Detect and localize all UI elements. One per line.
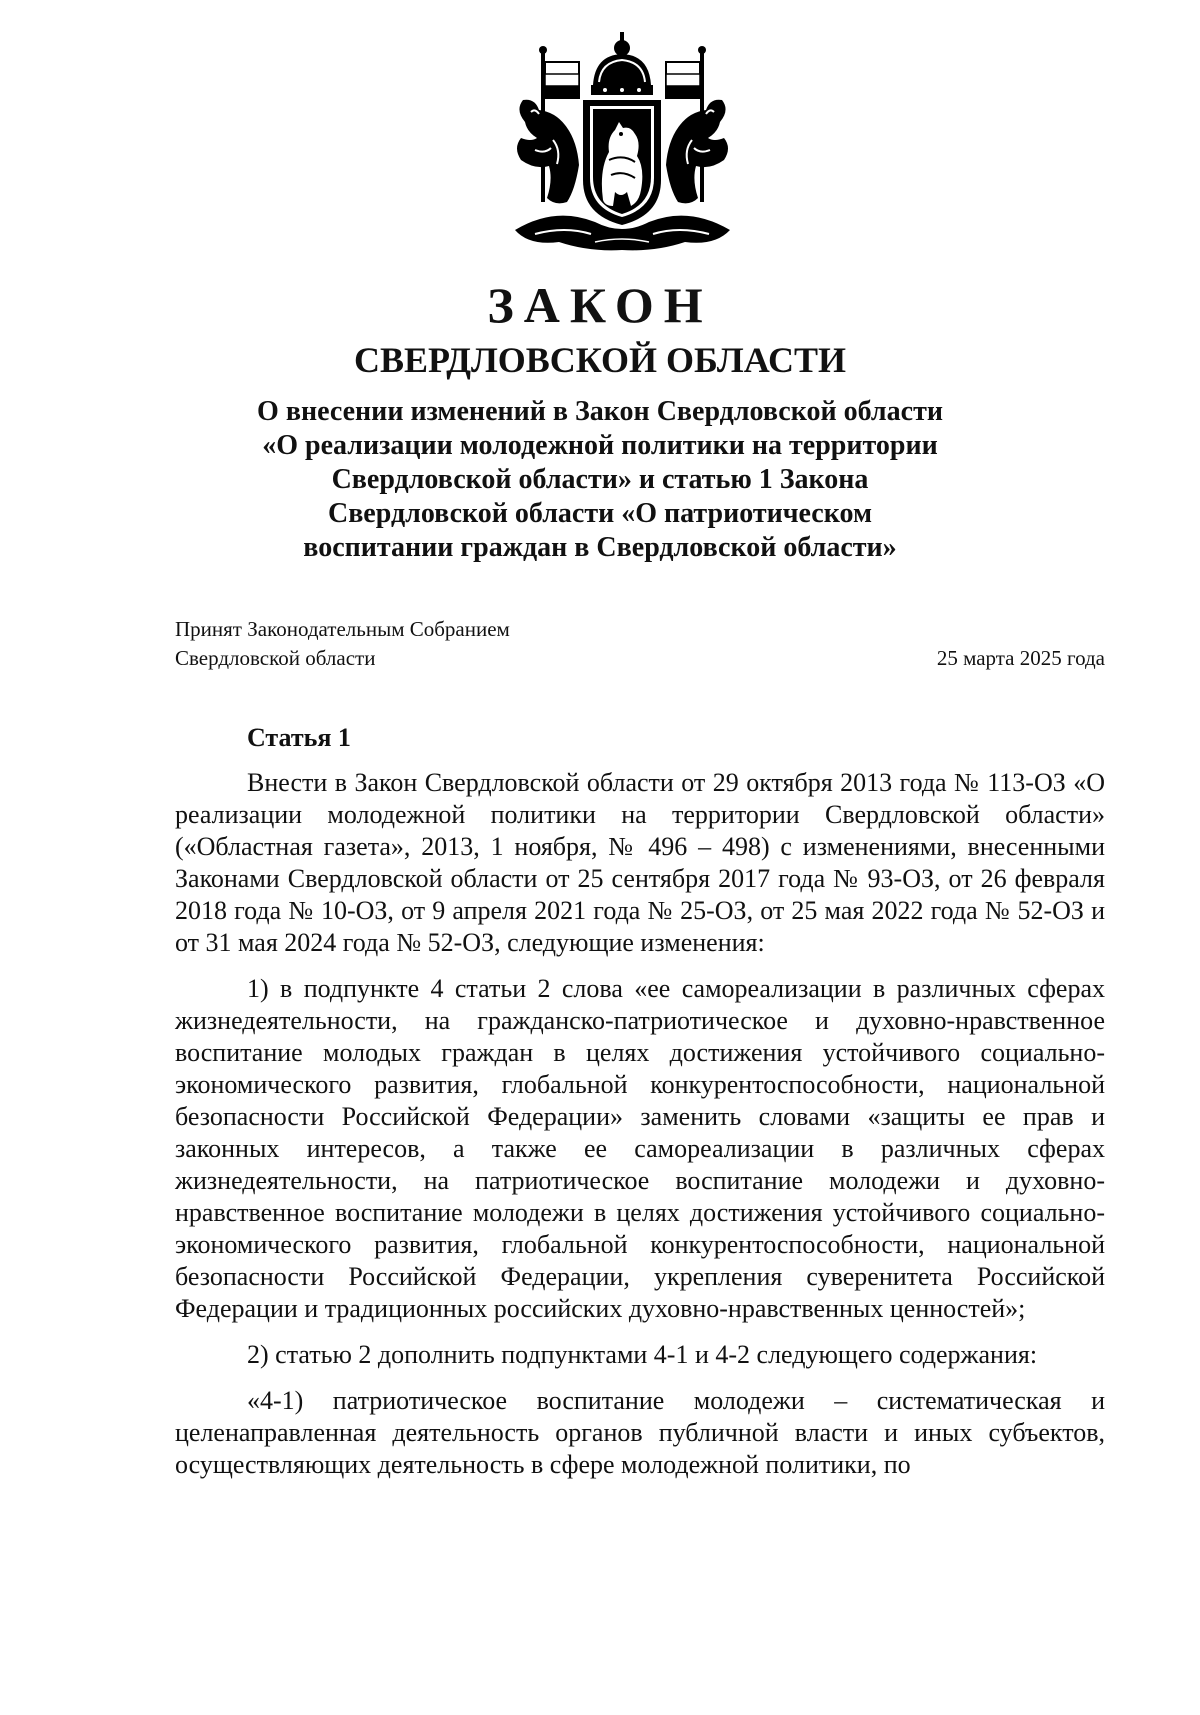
coat-of-arms-emblem [495, 30, 750, 260]
paragraph: 2) статью 2 дополнить подпунктами 4-1 и 4-2 следующего содержания: [247, 1340, 1038, 1369]
subtitle-line: воспитании граждан в Свердловской области» [303, 532, 897, 563]
paragraph: «4-1) патриотическое воспитание молодежи – систематическая и целенаправленная деятельность органов публичной власти и иных субъектов, осуществляющих деятельность в сфере молодежной политики, по [175, 1386, 1105, 1479]
subtitle-line: О внесении изменений в Закон Свердловской области [257, 396, 943, 427]
right-griffin-icon [666, 100, 728, 204]
article-heading: Статья 1 [247, 723, 351, 752]
adoption-body [175, 615, 510, 673]
adoption-line: Свердловской области [175, 646, 376, 670]
subtitle-line: «О реализации молодежной политики на территории [262, 430, 938, 461]
subtitle-line: Свердловской области» и статью 1 Закона [331, 464, 869, 495]
law-body [175, 720, 1105, 1495]
document-type-title: ЗАКОН [487, 277, 713, 333]
law-subtitle [150, 395, 1050, 565]
region-title: СВЕРДЛОВСКОЙ ОБЛАСТИ [354, 340, 846, 380]
subtitle-line: Свердловской области «О патриотическом [327, 498, 873, 529]
left-griffin-icon [517, 100, 579, 204]
adoption-date: 25 марта 2025 года [936, 646, 1105, 670]
paragraph: Внести в Закон Свердловской области от 29 октября 2013 года № 113-ОЗ «О реализации молодежной политики на территории Свердловской области» («Областная газета», 2013, 1 ноября, № 496 – 498) с изменениями, внесенными Законами Свердловской области от 25 сентября 2017 года № 93-ОЗ, от 26 февраля 2018 года № 10-ОЗ, от 9 апреля 2021 года № 25-ОЗ, от 25 мая 2022 года № 52-ОЗ и от 31 мая 2024 года № 52-ОЗ, следующие изменения: [175, 768, 1105, 957]
paragraph: 1) в подпункте 4 статьи 2 слова «ее самореализации в различных сферах жизнедеятельности, на гражданско-патриотическое и духовно-нравственное воспитание молодых граждан в целях достижения устойчивого социально-экономического развития, глобальной конкурентоспособности, национальной безопасности Российской Федерации» заменить словами «защиты ее прав и законных интересов, а также ее самореализации в различных сферах жизнедеятельности, на патриотическое воспитание молодежи и духовно-нравственное воспитание молодежи в целях достижения устойчивого социально-экономического развития, глобальной конкурентоспособности, национальной безопасности Российской Федерации, укрепления суверенитета Российской Федерации и традиционных российских духовно-нравственных ценностей»; [175, 974, 1105, 1323]
crown-icon [591, 32, 653, 95]
adoption-line: Принят Законодательным Собранием [175, 617, 510, 641]
